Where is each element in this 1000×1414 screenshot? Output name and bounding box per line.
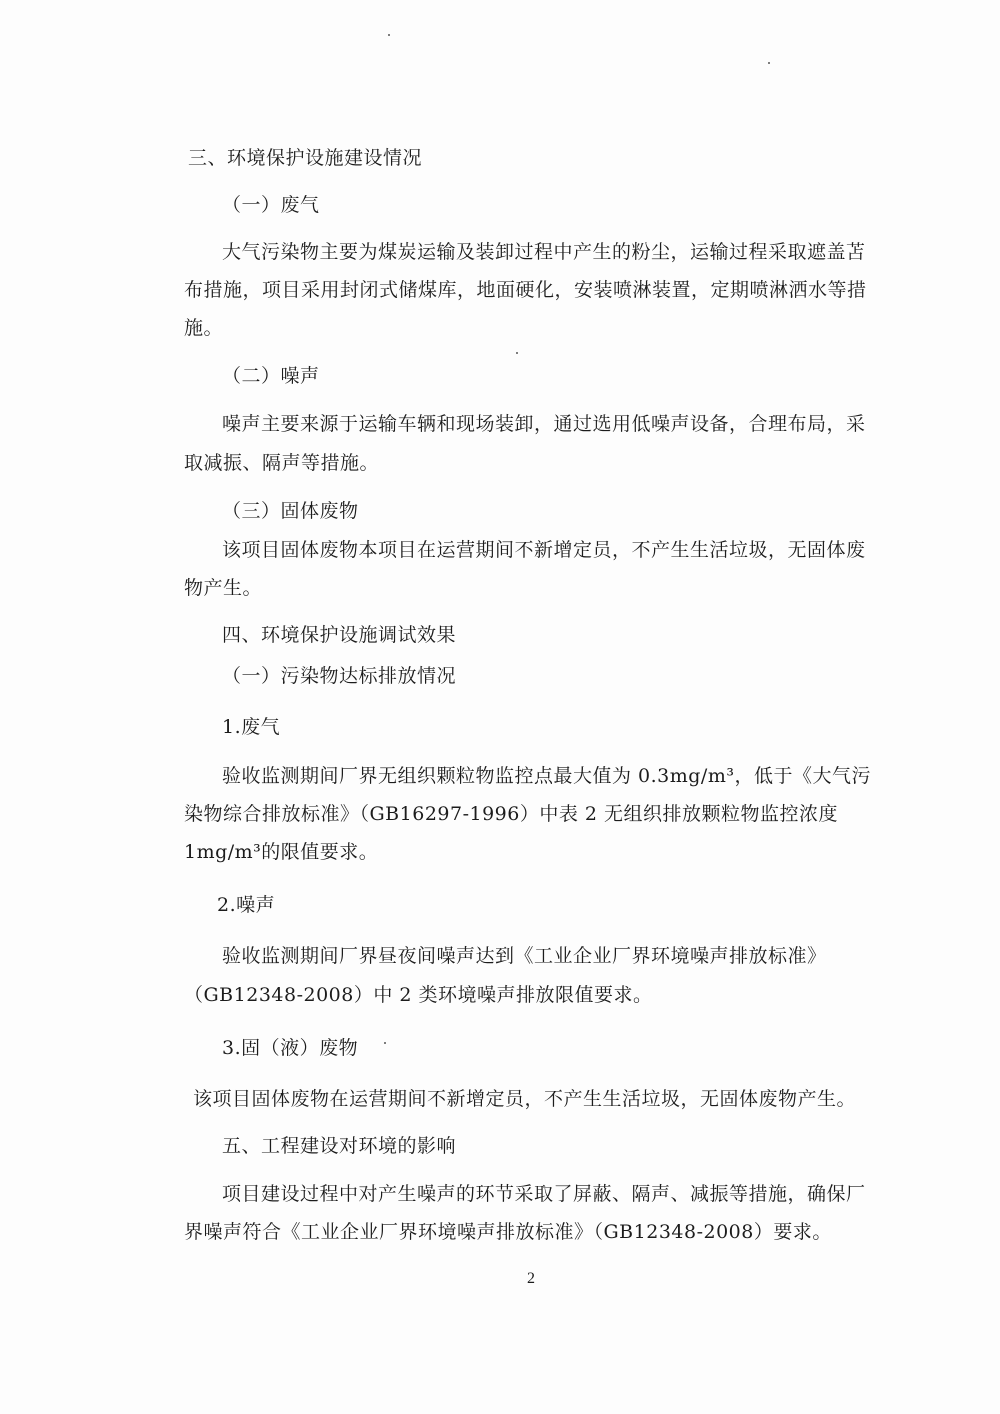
paragraph-line: 大气污染物主要为煤炭运输及装卸过程中产生的粉尘，运输过程采取遮盖苫 bbox=[222, 241, 866, 263]
paragraph-line: 该项目固体废物在运营期间不新增定员，不产生生活垃圾，无固体废物产生。 bbox=[193, 1088, 857, 1110]
scan-speck bbox=[516, 352, 518, 354]
subsection-exhaust-heading: （一）废气 bbox=[222, 194, 320, 216]
paragraph-line: 界噪声符合《工业企业厂界环境噪声排放标准》（GB12348-2008）要求。 bbox=[184, 1221, 832, 1243]
section-5-heading: 五、工程建设对环境的影响 bbox=[222, 1135, 457, 1157]
section-3-heading: 三、环境保护设施建设情况 bbox=[188, 147, 423, 169]
scan-speck bbox=[768, 62, 770, 64]
paragraph-line: 物产生。 bbox=[184, 577, 263, 599]
paragraph-line: 验收监测期间厂界昼夜间噪声达到《工业企业厂界环境噪声排放标准》 bbox=[222, 945, 827, 967]
item-solid-liquid-waste-heading: 3.固（液）废物 bbox=[222, 1037, 359, 1059]
paragraph-line: 该项目固体废物本项目在运营期间不新增定员，不产生生活垃圾，无固体废 bbox=[222, 539, 866, 561]
page-number: 2 bbox=[527, 1270, 535, 1287]
scan-speck bbox=[388, 34, 390, 36]
section-4-heading: 四、环境保护设施调试效果 bbox=[222, 624, 457, 646]
subsection-emission-heading: （一）污染物达标排放情况 bbox=[222, 665, 457, 687]
scan-speck bbox=[384, 1042, 386, 1044]
paragraph-line: 1mg/m³的限值要求。 bbox=[184, 841, 379, 863]
subsection-noise-heading: （二）噪声 bbox=[222, 365, 320, 387]
item-noise-heading: 2.噪声 bbox=[217, 894, 276, 916]
paragraph-line: 取减振、隔声等措施。 bbox=[184, 452, 380, 474]
paragraph-line: 染物综合排放标准》（GB16297-1996）中表 2 无组织排放颗粒物监控浓度 bbox=[184, 803, 839, 825]
paragraph-line: 验收监测期间厂界无组织颗粒物监控点最大值为 0.3mg/m³，低于《大气污 bbox=[222, 765, 871, 787]
subsection-solid-waste-heading: （三）固体废物 bbox=[222, 500, 359, 522]
paragraph-line: 噪声主要来源于运输车辆和现场装卸，通过选用低噪声设备，合理布局，采 bbox=[222, 413, 866, 435]
paragraph-line: （GB12348-2008）中 2 类环境噪声排放限值要求。 bbox=[184, 984, 653, 1006]
paragraph-line: 施。 bbox=[184, 317, 224, 339]
paragraph-line: 项目建设过程中对产生噪声的环节采取了屏蔽、隔声、减振等措施，确保厂 bbox=[222, 1183, 866, 1205]
paragraph-line: 布措施，项目采用封闭式储煤库，地面硬化，安装喷淋装置，定期喷淋洒水等措 bbox=[184, 279, 867, 301]
item-exhaust-heading: 1.废气 bbox=[222, 716, 281, 738]
